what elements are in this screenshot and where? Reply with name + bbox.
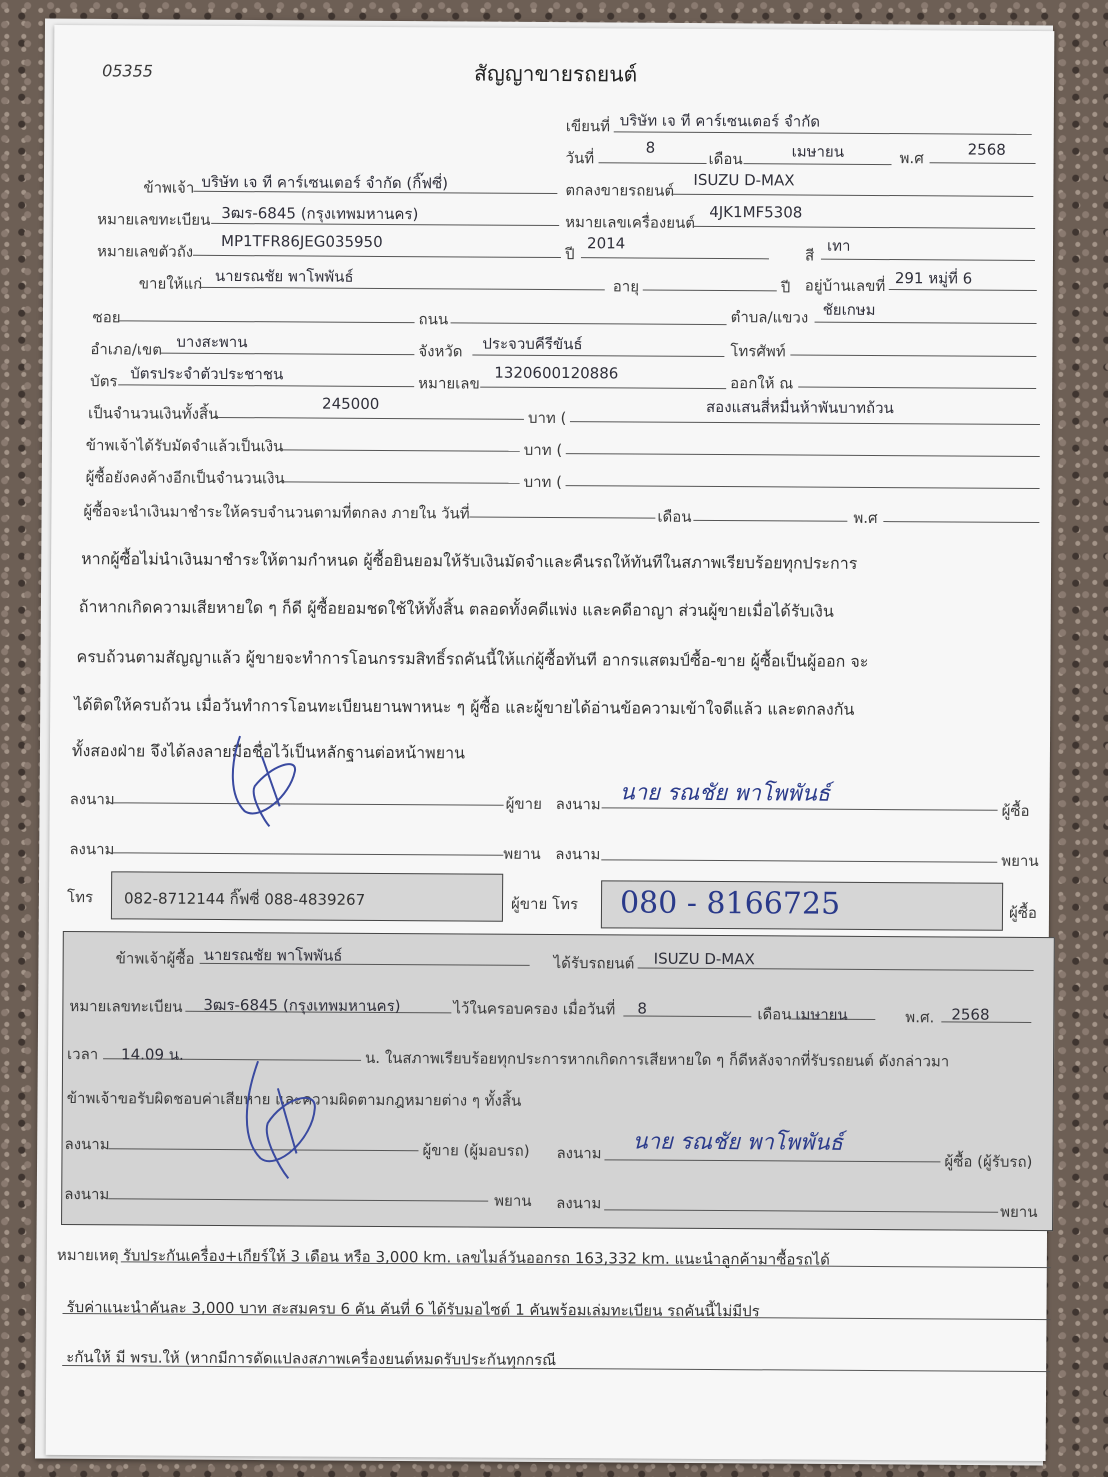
receipt-witness-role-1: พยาน <box>494 1191 532 1210</box>
district-label: อำเภอ/เขต <box>90 340 163 359</box>
total-line <box>214 417 524 420</box>
receipt-sign-label-2: ลงนาม <box>556 1144 602 1163</box>
buyer-phone-role: ผู้ซื้อ <box>1008 903 1038 922</box>
receipt-buyer-label: ข้าพเจ้าผู้ซื้อ <box>115 949 195 968</box>
receipt-seller-role: ผู้ขาย (ผู้มอบรถ) <box>422 1141 530 1160</box>
receipt-box <box>61 931 1055 1231</box>
buyer-phone-value: 080 - 8166725 <box>619 885 841 922</box>
soi-line <box>119 320 415 323</box>
car-model-value: ISUZU D-MAX <box>693 170 795 190</box>
pay-within-label: ผู้ซื้อจะนำเงินมาชำระให้ครบจำนวนตามที่ตกลง ภายใน วันที่ <box>83 502 470 523</box>
buyer-sign-role: ผู้ซื้อ <box>1001 801 1030 820</box>
house-label: อยู่บ้านเลขที่ <box>804 276 886 296</box>
issued-at-line <box>798 387 1036 389</box>
sell-to-label: ขายให้แก่ <box>138 274 203 293</box>
chassis-label: หมายเลขตัวถัง <box>96 242 194 261</box>
witness-role-2: พยาน <box>1001 851 1039 870</box>
receipt-seller-signature-scribble <box>222 1053 333 1184</box>
reg-label: หมายเลขทะเบียน <box>97 210 211 229</box>
year-label: พ.ศ <box>899 149 924 168</box>
pay-month-line <box>693 520 847 522</box>
remarks-text-2: รับค่าแนะนำคันละ 3,000 บาท สะสมครบ 6 คัน คันที่ 6 ได้รับมอไซต์ 1 คันพร้อมเล่มทะเบียน รถคันนี้ไม่มีปร <box>66 1298 760 1321</box>
receipt-reg-label: หมายเลขทะเบียน <box>69 997 183 1016</box>
receipt-reg-value: 3ฒร-6845 (กรุงเทพมหานคร) <box>203 995 401 1016</box>
year-line <box>930 162 1036 164</box>
pay-day-line <box>469 517 655 519</box>
witness-role-1: พยาน <box>503 844 541 863</box>
sign-label-3: ลงนาม <box>69 840 115 859</box>
color-label: สี <box>804 246 815 265</box>
road-line <box>451 322 727 325</box>
receipt-month-value: เมษายน <box>795 1005 848 1024</box>
receipt-time-value: 14.09 น. <box>121 1045 184 1064</box>
sign-label-4: ลงนาม <box>555 845 601 864</box>
subdistrict-value: ชัยเกษม <box>822 300 876 319</box>
buyer-name-value: นายรณชัย พาโพพันธ์ <box>214 266 354 286</box>
district-value: บางสะพาน <box>176 332 248 352</box>
soi-label: ซอย <box>92 308 121 327</box>
pay-month-label: เดือน <box>657 507 692 526</box>
total-label: เป็นจำนวนเงินทั้งสิ้น <box>87 404 219 423</box>
card-number-line <box>480 387 726 390</box>
deposit-text-line <box>566 453 1040 457</box>
receipt-buyer-sign-line <box>604 1159 940 1162</box>
receipt-sign-label-3: ลงนาม <box>64 1185 110 1204</box>
buyer-handwritten-signature: นาย รณชัย พาโพพันธ์ <box>619 780 831 807</box>
receipt-year-value: 2568 <box>951 1005 990 1024</box>
sign-label-1: ลงนาม <box>69 790 115 809</box>
remarks-text-1: รับประกันเครื่อง+เกียร์ให้ 3 เดือน หรือ 3,000 km. เลขไมล์วันออกรถ 163,332 km. แนะนำลูกค้ามาซื้อรถได้ <box>122 1246 830 1269</box>
color-line <box>821 259 1035 261</box>
receipt-buyer-value: นายรณชัย พาโพพันธ์ <box>203 945 343 965</box>
age-year-label: ปี <box>780 278 791 297</box>
seller-sign-role: ผู้ขาย <box>505 794 542 813</box>
seller-signature-scribble <box>209 726 320 837</box>
receipt-month-label: เดือน <box>757 1005 792 1024</box>
month-label: เดือน <box>708 149 743 169</box>
year-value: 2568 <box>967 140 1006 159</box>
date-label: วันที่ <box>565 149 595 168</box>
receipt-buyer-handwritten: นาย รณชัย พาโพพันธ์ <box>632 1129 844 1156</box>
card-type-value: บัตรประจำตัวประชาชน <box>130 364 284 384</box>
written-at-label: เขียนที่ <box>565 117 611 136</box>
witness-sign-line-1 <box>111 852 503 855</box>
receipt-condition-text: น. ในสภาพเรียบร้อยทุกประการหากเกิดการเสียหายใด ๆ ก็ดีหลังจากที่รับรถยนต์ ดังกล่าวมา <box>365 1048 950 1071</box>
i-label: ข้าพเจ้า <box>143 178 195 197</box>
remaining-label: ผู้ซื้อยังคงค้างอีกเป็นจำนวนเงิน <box>85 468 285 488</box>
receipt-possess-label: ไว้ในครอบครอง เมื่อวันที่ <box>453 999 616 1019</box>
terms-line-5: ทั้งสองฝ่าย จึงได้ลงลายมือชื่อไว้เป็นหลักฐานต่อหน้าพยาน <box>71 741 466 763</box>
agree-sell-line <box>671 194 1033 197</box>
pay-year-label: พ.ศ <box>853 508 878 527</box>
chassis-line <box>193 255 561 258</box>
terms-line-3: ครบถ้วนตามสัญญาแล้ว ผู้ขายจะทำการโอนกรรมสิทธิ์รถคันนี้ให้แก่ผู้ซื้อทันที อากรแสตมป์ซื้อ-ขาย ผู้ซื้อเป็นผู้ออก จะ <box>76 647 869 671</box>
month-value: เมษายน <box>791 142 845 161</box>
engine-number-value: 4JK1MF5308 <box>709 202 803 222</box>
deposit-baht-label: บาท ( <box>523 440 563 460</box>
province-value: ประจวบคีรีขันธ์ <box>482 334 583 354</box>
remarks-text-3: ะกันให้ มี พรบ.ให้ (หากมีการดัดแปลงสภาพเครื่องยนต์หมดรับประกันทุกกรณี <box>66 1348 557 1370</box>
witness-sign-line-2 <box>601 859 997 862</box>
receipt-day-value: 8 <box>637 999 647 1018</box>
road-label: ถนน <box>418 310 449 329</box>
registration-value: 3ฒร-6845 (กรุงเทพมหานคร) <box>221 203 419 224</box>
color-value: เทา <box>826 236 851 255</box>
total-text-line <box>570 421 1040 425</box>
terms-line-2: ถ้าหากเกิดความเสียหายใด ๆ ก็ดี ผู้ซื้อยอมชดใช้ให้ทั้งสิ้น ตลอดทั้งคดีแพ่ง และคดีอาญา ส่วนผู้ขายเมื่อได้รับเงิน <box>78 597 834 621</box>
subdistrict-line <box>815 322 1037 324</box>
card-number-label: หมายเลข <box>418 374 480 393</box>
age-line <box>643 290 777 292</box>
receipt-received-line <box>638 968 1034 971</box>
receipt-sign-label-1: ลงนาม <box>64 1135 110 1154</box>
total-baht-label: บาท ( <box>527 408 567 428</box>
terms-line-1: หากผู้ซื้อไม่นำเงินมาชำระให้ตามกำหนด ผู้ซื้อยินยอมให้รับเงินมัดจำและคืนรถให้ทันทีในสภาพเรียบร้อยทุกประการ <box>81 549 858 573</box>
total-amount-text: สองแสนสี่หมื่นห้าพันบาทถ้วน <box>706 397 894 418</box>
year-made-value: 2014 <box>586 234 626 253</box>
receipt-year-label: พ.ศ. <box>905 1008 935 1027</box>
document-number: 05355 <box>102 61 154 81</box>
pay-year-line <box>883 521 1039 523</box>
remarks-label: หมายเหตุ <box>56 1245 119 1265</box>
deposit-line <box>280 449 520 451</box>
page-title: สัญญาขายรถยนต์ <box>474 61 638 87</box>
remaining-baht-label: บาท ( <box>523 472 563 492</box>
receipt-car-value: ISUZU D-MAX <box>653 949 755 969</box>
issued-at-label: ออกให้ ณ <box>730 374 794 393</box>
phone-label: โทร <box>66 888 94 907</box>
receipt-responsibility-text: ข้าพเจ้าขอรับผิดชอบค่าเสียหาย และความผิดตามกฎหมายต่าง ๆ ทั้งสิ้น <box>66 1089 522 1110</box>
receipt-time-label: เวลา <box>67 1045 99 1064</box>
deposit-label: ข้าพเจ้าได้รับมัดจำแล้วเป็นเงิน <box>85 436 284 456</box>
seller-phone-value: 082-8712144 กิ๊ฟซี่ 088-4839267 <box>123 889 366 909</box>
engine-label: หมายเลขเครื่องยนต์ <box>565 213 696 232</box>
remaining-line <box>282 481 520 483</box>
receipt-sign-label-4: ลงนาม <box>556 1194 602 1213</box>
remaining-text-line <box>566 485 1040 489</box>
receipt-witness-line-1 <box>108 1198 488 1201</box>
buyer-phone-box <box>601 880 1003 930</box>
card-label: บัตร <box>90 372 118 391</box>
receipt-witness-line-2 <box>604 1209 998 1212</box>
total-amount-value: 245000 <box>322 394 380 413</box>
seller-phone-box <box>111 871 503 921</box>
date-line <box>599 162 707 164</box>
written-at-value: บริษัท เจ ที คาร์เซนเตอร์ จำกัด <box>619 111 821 131</box>
seller-name-value: บริษัท เจ ที คาร์เซนเตอร์ จำกัด (กิ๊ฟซี่) <box>201 172 449 193</box>
sign-label-2: ลงนาม <box>555 795 601 814</box>
house-number-value: 291 หมู่ที่ 6 <box>894 269 973 288</box>
phone-field-line <box>790 354 1036 357</box>
engine-line <box>693 226 1035 229</box>
terms-line-4: ได้ติดให้ครบถ้วน เมื่อวันทำการโอนทะเบียนยานพาหนะ ๆ ผู้ซื้อ และผู้ขายได้อ่านข้อความเข้าใจดีแล้ว และตกลงกัน <box>74 695 855 719</box>
chassis-number-value: MP1TFR86JEG035950 <box>221 231 383 251</box>
agree-sell-label: ตกลงขายรถยนต์ <box>565 181 675 200</box>
receipt-received-label: ได้รับรถยนต์ <box>553 954 635 973</box>
phone-field-label: โทรศัพท์ <box>730 342 786 361</box>
seller-phone-label: ผู้ขาย โทร <box>510 894 579 914</box>
subdistrict-label: ตำบล/แขวง <box>730 308 809 327</box>
year-made-line <box>581 257 769 259</box>
year-made-label: ปี <box>564 245 575 264</box>
contract-page <box>46 25 1055 1461</box>
receipt-witness-role-2: พยาน <box>1000 1202 1038 1221</box>
age-label: อายุ <box>612 277 640 296</box>
province-label: จังหวัด <box>418 342 463 361</box>
card-number-value: 1320600120886 <box>494 363 619 383</box>
date-value: 8 <box>645 138 656 157</box>
receipt-buyer-role: ผู้ซื้อ (ผู้รับรถ) <box>944 1152 1033 1171</box>
